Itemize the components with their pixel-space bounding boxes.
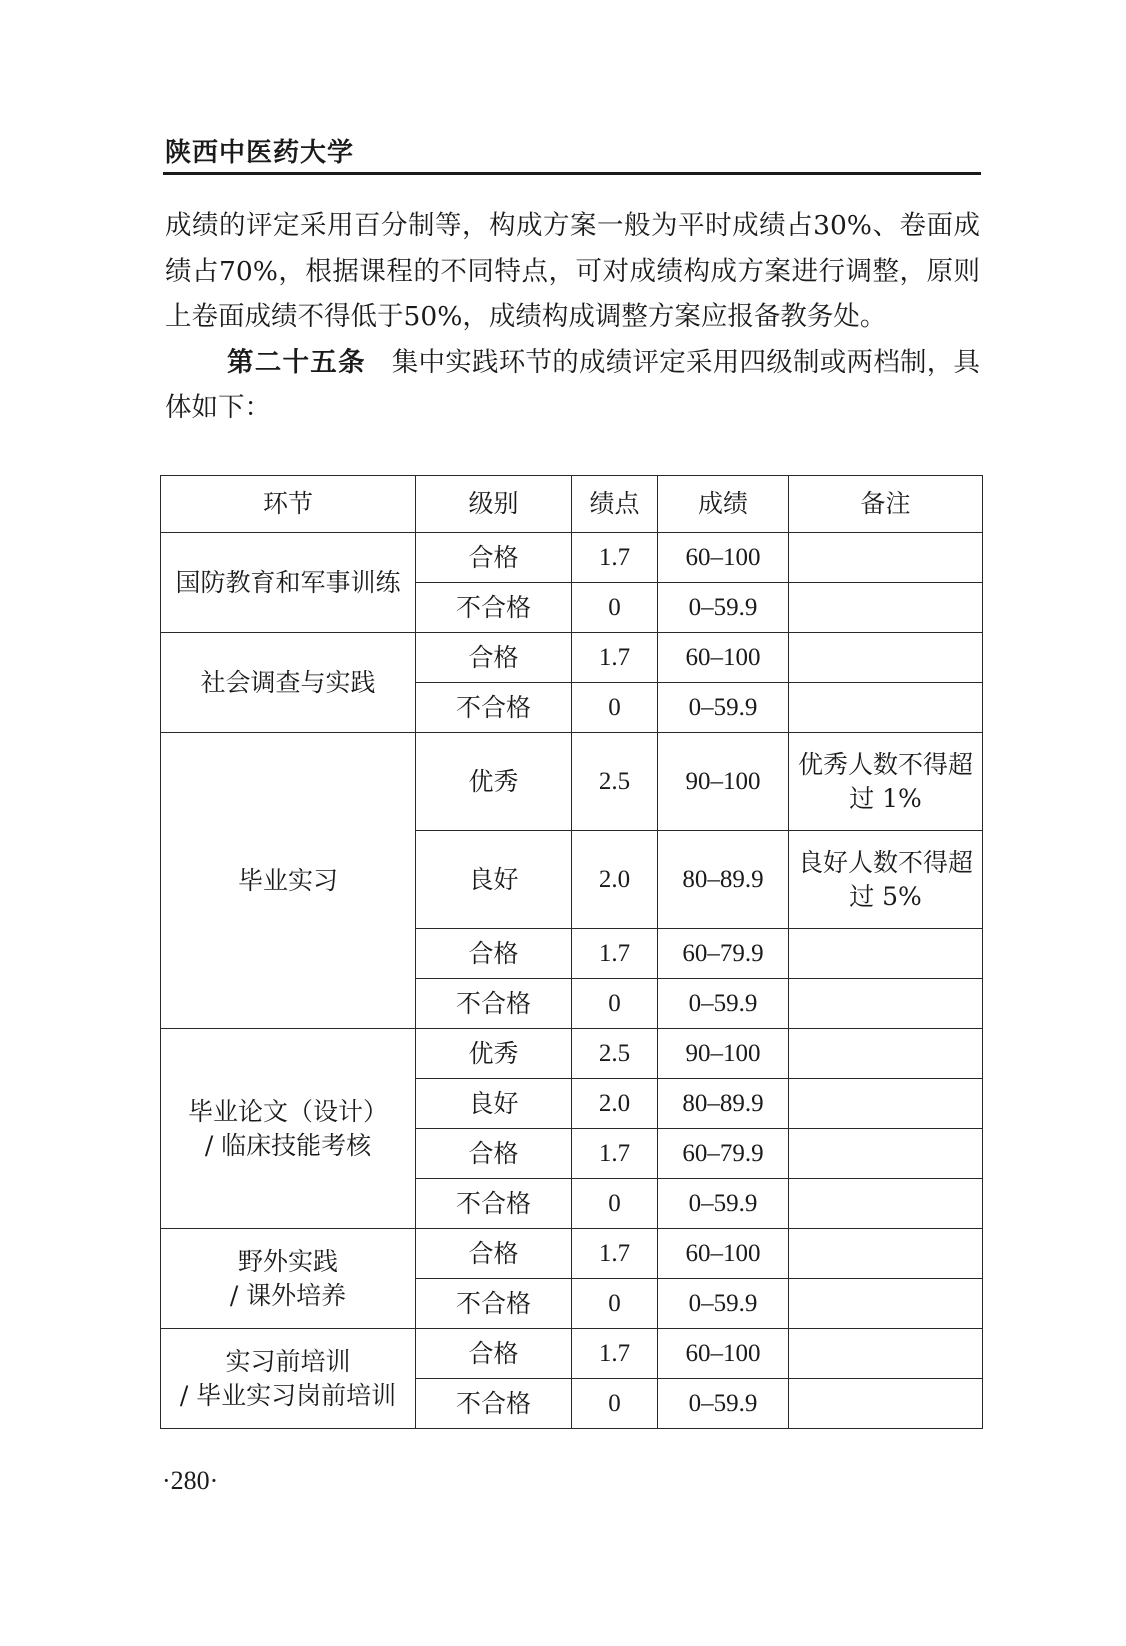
score-cell: 0–59.9: [658, 1179, 789, 1229]
gpa-cell: 1.7: [572, 533, 658, 583]
running-header-title: 陕西中医药大学: [165, 138, 355, 168]
note-cell: [789, 1079, 983, 1129]
note-cell: [789, 1029, 983, 1079]
score-cell: 90–100: [658, 733, 789, 831]
level-cell: 合格: [416, 1329, 572, 1379]
gpa-cell: 1.7: [572, 1129, 658, 1179]
gpa-cell: 1.7: [572, 633, 658, 683]
level-cell: 良好: [416, 1079, 572, 1129]
score-cell: 0–59.9: [658, 583, 789, 633]
gpa-cell: 2.0: [572, 831, 658, 929]
level-cell: 合格: [416, 1229, 572, 1279]
table-row: [161, 633, 983, 683]
note-cell: [789, 1129, 983, 1179]
level-cell: 不合格: [416, 1179, 572, 1229]
score-cell: 90–100: [658, 1029, 789, 1079]
gpa-cell: 2.0: [572, 1079, 658, 1129]
segment-line: 毕业论文（设计）: [187, 1096, 388, 1126]
table-row: [161, 1029, 983, 1079]
gpa-cell: 1.7: [572, 1329, 658, 1379]
score-cell: 0–59.9: [658, 979, 789, 1029]
table-row: [161, 1229, 983, 1279]
article-25: [165, 340, 980, 431]
header-gpa: 绩点: [572, 476, 658, 533]
table-row: [161, 733, 983, 831]
score-cell: 60–100: [658, 1229, 789, 1279]
segment-cell: 社会调查与实践: [161, 633, 416, 733]
score-cell: 60–79.9: [658, 929, 789, 979]
note-cell: [789, 1329, 983, 1379]
note-cell: 良好人数不得超过 5%: [789, 831, 983, 929]
score-cell: 0–59.9: [658, 1279, 789, 1329]
segment-cell: 毕业实习: [161, 733, 416, 1029]
table-row: [161, 533, 983, 583]
gpa-cell: 1.7: [572, 1229, 658, 1279]
header-level: 级别: [416, 476, 572, 533]
segment-line: 实习前培训: [225, 1346, 351, 1376]
segment-line: / 课外培养: [229, 1280, 347, 1310]
level-cell: 合格: [416, 1129, 572, 1179]
paragraph-grading-composition: 成绩的评定采用百分制等，构成方案一般为平时成绩占30%、卷面成绩占70%，根据课程的不同特点，可对成绩构成方案进行调整，原则上卷面成绩不得低于50%，成绩构成调整方案应报备教务处。: [165, 210, 980, 332]
level-cell: 优秀: [416, 733, 572, 831]
level-cell: 不合格: [416, 1279, 572, 1329]
level-cell: 合格: [416, 533, 572, 583]
note-cell: 优秀人数不得超过 1%: [789, 733, 983, 831]
note-cell: [789, 1279, 983, 1329]
score-cell: 0–59.9: [658, 1379, 789, 1429]
note-cell: [789, 633, 983, 683]
score-cell: 60–79.9: [658, 1129, 789, 1179]
segment-line: / 临床技能考核: [204, 1130, 372, 1160]
level-cell: 不合格: [416, 979, 572, 1029]
header-segment: 环节: [161, 476, 416, 533]
article-title: 第二十五条: [227, 346, 366, 378]
gpa-cell: 0: [572, 1379, 658, 1429]
note-cell: [789, 583, 983, 633]
score-cell: 80–89.9: [658, 1079, 789, 1129]
gpa-cell: 0: [572, 979, 658, 1029]
segment-line: / 毕业实习岗前培训: [179, 1380, 397, 1410]
level-cell: 合格: [416, 929, 572, 979]
header-score: 成绩: [658, 476, 789, 533]
level-cell: 良好: [416, 831, 572, 929]
score-cell: 60–100: [658, 533, 789, 583]
note-cell: [789, 1379, 983, 1429]
level-cell: 不合格: [416, 583, 572, 633]
table-header-row: [161, 476, 983, 533]
table-row: [161, 1329, 983, 1379]
score-cell: 60–100: [658, 1329, 789, 1379]
note-cell: [789, 1229, 983, 1279]
grading-table: [160, 475, 983, 1429]
segment-cell: 国防教育和军事训练: [161, 533, 416, 633]
segment-cell: [161, 1229, 416, 1329]
note-cell: [789, 979, 983, 1029]
level-cell: 合格: [416, 633, 572, 683]
gpa-cell: 1.7: [572, 929, 658, 979]
header-note: 备注: [789, 476, 983, 533]
level-cell: 不合格: [416, 1379, 572, 1429]
level-cell: 不合格: [416, 683, 572, 733]
note-cell: [789, 533, 983, 583]
gpa-cell: 2.5: [572, 733, 658, 831]
body-text: [165, 203, 980, 431]
article-text: 集中实践环节的成绩评定采用四级制或两档制，具体如下：: [165, 346, 980, 423]
level-cell: 优秀: [416, 1029, 572, 1079]
segment-cell: [161, 1029, 416, 1229]
score-cell: 80–89.9: [658, 831, 789, 929]
gpa-cell: 2.5: [572, 1029, 658, 1079]
gpa-cell: 0: [572, 1179, 658, 1229]
score-cell: 60–100: [658, 633, 789, 683]
segment-cell: [161, 1329, 416, 1429]
gpa-cell: 0: [572, 683, 658, 733]
note-cell: [789, 929, 983, 979]
header-rule: [163, 172, 981, 175]
gpa-cell: 0: [572, 583, 658, 633]
page-number: ·280·: [162, 1466, 219, 1495]
gpa-cell: 0: [572, 1279, 658, 1329]
segment-line: 野外实践: [237, 1246, 338, 1276]
note-cell: [789, 1179, 983, 1229]
score-cell: 0–59.9: [658, 683, 789, 733]
note-cell: [789, 683, 983, 733]
